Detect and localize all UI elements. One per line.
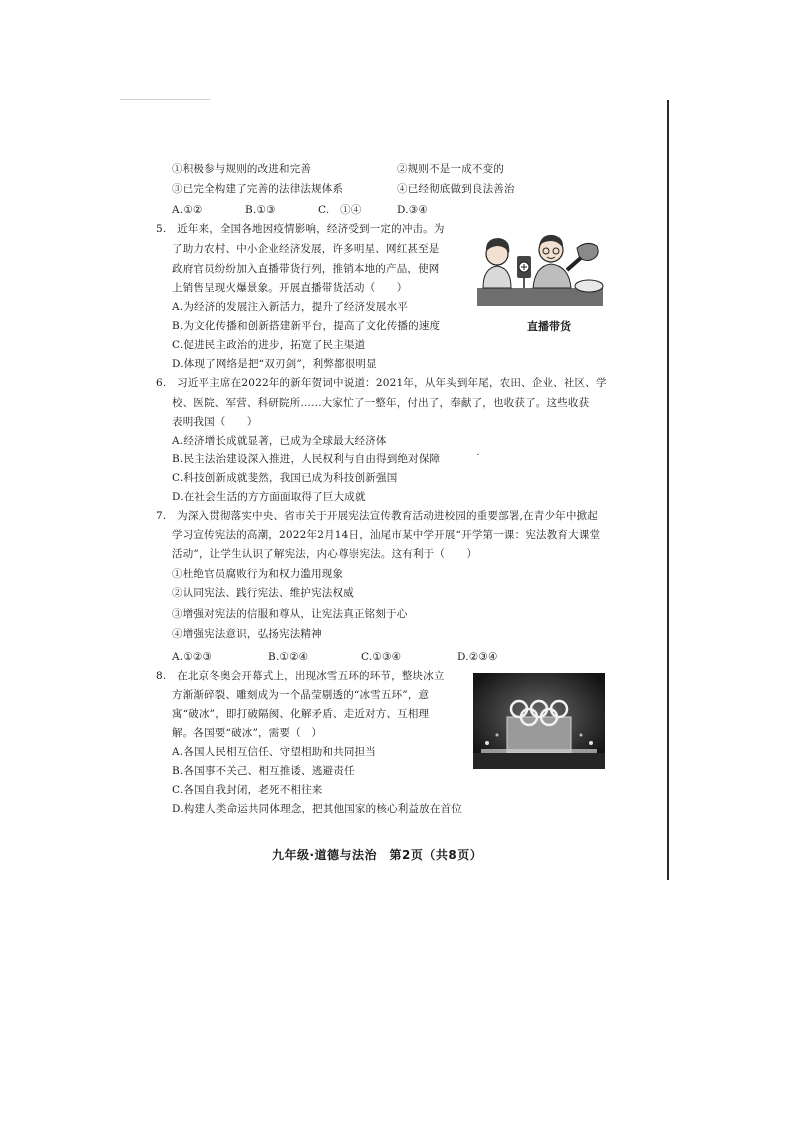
- livestream-selling-illustration: [473, 226, 607, 308]
- q5-stem-line-2: 了助力农村、中小企业经济发展，许多明星、网红甚至是: [172, 243, 440, 255]
- q5-option-a: A.为经济的发展注入新活力，提升了经济发展水平: [172, 301, 409, 313]
- q4-option-d: D.③④: [397, 204, 429, 216]
- q4-option-b: B.①③: [245, 204, 276, 216]
- q4-option-a: A.①②: [172, 204, 203, 216]
- q6-option-b: B.民主法治建设深入推进，人民权利与自由得到绝对保障: [172, 453, 441, 465]
- scan-speck: [477, 454, 479, 455]
- q7-option-c: C.①③④: [361, 651, 402, 663]
- q6-stem-line-1: 6. 习近平主席在2022年的新年贺词中说道：2021年，从年头到年尾，农田、企业、社区、学: [156, 377, 607, 389]
- q7-stem-line-3: 活动”，让学生认识了解宪法，内心尊崇宪法。这有利于（ ）: [172, 548, 478, 560]
- ice-olympic-rings-photo: [473, 673, 605, 769]
- q8-stem-line-3: 寓“破冰”，即打破隔阂、化解矛盾、走近对方、互相理: [172, 708, 430, 720]
- illustration-caption: 直播带货: [527, 320, 571, 333]
- q7-statement-4: ④增强宪法意识，弘扬宪法精神: [172, 628, 322, 640]
- q8-option-a: A.各国人民相互信任、守望相助和共同担当: [172, 746, 376, 758]
- q7-stem-line-1: 7. 为深入贯彻落实中央、省市关于开展宪法宣传教育活动进校园的重要部署,在青少年中掀起: [156, 510, 598, 522]
- q7-stem-line-2: 学习宣传宪法的高潮，2022年2月14日，汕尾市某中学开展“开学第一课：宪法教育大课堂: [172, 529, 601, 541]
- page-footer: 九年级·道德与法治 第2页（共8页）: [272, 848, 483, 862]
- q7-option-d: D.②③④: [457, 651, 498, 663]
- q4-option-c: C. ①④: [318, 204, 362, 216]
- q5-stem-line-3: 政府官员纷纷加入直播带货行列，推销本地的产品，使网: [172, 263, 440, 275]
- q7-statement-2: ②认同宪法、践行宪法、维护宪法权威: [172, 587, 354, 599]
- q7-statement-1: ①杜绝官员腐败行为和权力滥用现象: [172, 568, 344, 580]
- q4-statement-1: ①积极参与规则的改进和完善: [172, 163, 312, 175]
- page-edge-line: [667, 100, 669, 880]
- q5-option-b: B.为文化传播和创新搭建新平台，提高了文化传播的速度: [172, 320, 441, 332]
- q7-statement-3: ③增强对宪法的信服和尊从，让宪法真正铭刻于心: [172, 608, 408, 620]
- q5-option-c: C.促进民主政治的进步，拓宽了民主渠道: [172, 339, 366, 351]
- q8-stem-line-2: 方渐渐碎裂、雕刻成为一个晶莹剔透的“冰雪五环”，意: [172, 689, 430, 701]
- q8-option-b: B.各国事不关己、相互推诿、逃避责任: [172, 765, 355, 777]
- q8-option-d: D.构建人类命运共同体理念，把其他国家的核心利益放在首位: [172, 803, 462, 815]
- q5-stem-line-4: 上销售呈现火爆景象。开展直播带货活动（ ）: [172, 282, 408, 294]
- q6-option-d: D.在社会生活的方方面面取得了巨大成就: [172, 491, 366, 503]
- q4-statement-3: ③已完全构建了完善的法律法规体系: [172, 183, 344, 195]
- q5-stem-line-1: 5. 近年来，全国各地因疫情影响，经济受到一定的冲击。为: [156, 223, 445, 235]
- q7-option-b: B.①②④: [268, 651, 309, 663]
- q8-stem-line-1: 8. 在北京冬奥会开幕式上，出现冰雪五环的环节，整块冰立: [156, 670, 445, 682]
- q4-statement-2: ②规则不是一成不变的: [397, 163, 504, 175]
- q6-stem-line-3: 表明我国（ ）: [172, 416, 258, 428]
- q6-option-a: A.经济增长成就显著，已成为全球最大经济体: [172, 435, 387, 447]
- q5-option-d: D.体现了网络是把“双刃剑”，利弊都很明显: [172, 358, 377, 370]
- q7-option-a: A.①②③: [172, 651, 213, 663]
- q6-stem-line-2: 校、医院、军营、科研院所……大家忙了一整年，付出了，奉献了，也收获了。这些收获: [172, 397, 590, 409]
- q8-stem-line-4: 解。各国要“破冰”，需要（ ）: [172, 727, 323, 739]
- q6-option-c: C.科技创新成就斐然，我国已成为科技创新强国: [172, 472, 398, 484]
- q4-statement-4: ④已经彻底做到良法善治: [397, 183, 515, 195]
- top-scan-line: [120, 99, 210, 100]
- q8-option-c: C.各国自我封闭，老死不相往来: [172, 784, 323, 796]
